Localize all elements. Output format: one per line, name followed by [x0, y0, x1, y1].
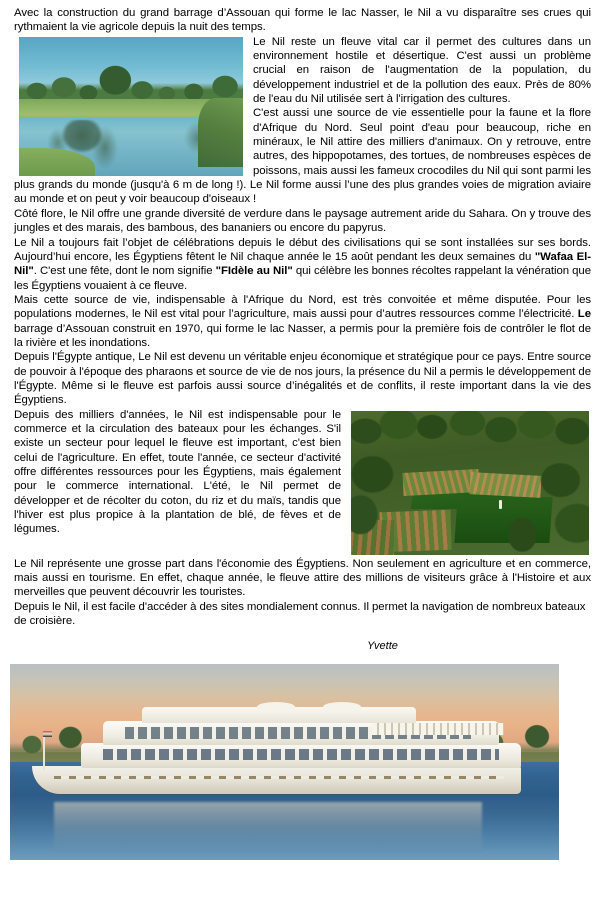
paragraph-intro: Avec la construction du grand barrage d’Assouan qui forme le lac Nasser, le Nil a vu disparaître ses crues qui rythmaient la vie agricole depuis la nuit des temps. [14, 7, 591, 34]
paragraph-flora: Côté flore, le Nil offre une grande diversité de verdure dans le paysage autrement aride du Sahara. On y trouve des jungles et des marais, des bambous, des bananiers ou encore du papyrus. [14, 207, 591, 235]
paragraph-dam [14, 293, 591, 350]
fields-palm-canopy [351, 411, 589, 555]
canal-right-bank [198, 98, 243, 168]
boat-canopy-left [257, 702, 295, 712]
boat-canopy-right [323, 702, 361, 712]
celebrations-text-a: Le Nil a toujours fait l’objet de célébrations depuis le début des civilisations qui se sont installées sur ses bords. Aujourd’hui encore, les Égyptiens fêtent le Nil chaque année le 15 août pendant les deux semaines du [14, 236, 591, 263]
paragraph-vital-river: Le Nil reste un fleuve vital car il permet des cultures dans un environnement hostile et désertique. C'est aussi un problème crucial en raison de l'augmentation de la population, du développement industriel et de la pollution des eaux. Près de 80% de l'eau du Nil utilisée sert à l'irrigation des cultures. [253, 35, 591, 106]
photo-nile-cruise-boat-icon [10, 664, 559, 860]
paragraph-economy: Le Nil représente une grosse part dans l'économie des Égyptiens. Non seulement en agriculture et en commerce, mais aussi en tourisme. En effet, chaque année, le fleuve attire des millions de visiteurs grâce à l'Histoire et aux merveilles que peuvent découvrir les touristes. [14, 557, 591, 599]
dam-bold-le: Le [577, 308, 591, 321]
boat-stern-awning [372, 723, 504, 735]
paragraph-agriculture: Depuis des milliers d'années, le Nil est indispensable pour le commerce et la circulation des bateaux pour les échanges. S'il existe un secteur pour lequel le fleuve est important, c'est bien celui de l'agriculture. En effet, toute l'année, ce secteur d'activité offre différentes ressources pour les Égyptiens, mais également pour le commerce international. L'été, le Nil permet de développer et de récolter du coton, du riz et du maïs, tandis que l'hiver est plus propice à la plantation de blé, de fèves et de légumes. [14, 408, 341, 536]
paragraph-celebrations [14, 236, 591, 293]
paragraph-ancient-egypt: Depuis l'Égypte antique, Le Nil est devenu un véritable enjeu économique et stratégique pour ce pays. Entre source de pouvoir à l'époque des pharaons et source de vie de nos jours, la présence du Nil a permis le développement de l'Égypte. Même si le fleuve est parfois aussi source d’inégalités et de conflits, il reste important dans la vie des Égyptiens. [14, 351, 591, 407]
paragraph-fauna: C'est aussi une source de vie essentielle pour la faune et la flore d'Afrique du Nord. Seul point d'eau pour beaucoup, riche en minéraux, le Nil attire des milliers d'animaux. On y retrouve, entre autres, des hippopotames, des tortues, de nombreuses espèces de poissons, mais aussi les fameux crocodiles du Nil qui sont parmi les plus grands du monde (jusqu'à 6 m de long !). Le Nil forme aussi l’une des plus grandes voies de migration aviaire au monde et on peut y voir beaucoup d'oiseaux ! [14, 107, 591, 206]
fields-farmer-figure [499, 500, 502, 509]
boat-hull-portholes [54, 776, 504, 779]
celebrations-text-b: . C'est une fête, dont le nom signifie [33, 265, 216, 278]
boat-flag-icon [43, 731, 52, 737]
celebrations-bold-fidele: "FIdèle au Nil" [215, 265, 293, 278]
dam-text-a: Mais cette source de vie, indispensable à l'Afrique du Nord, est très convoitée et même disputée. Pour les populations modernes, le Nil est vital pour l’agriculture, mais aussi pour d’autres ressources comme l’électricité. [14, 293, 591, 321]
boat-water-reflection [54, 802, 482, 853]
paragraph-cruises: Depuis le Nil, il est facile d'accéder à des sites mondialement connus. Il permet la navigation de nombreux bateaux de croisière. [14, 600, 586, 627]
boat-hull [32, 766, 521, 793]
boat-lower-deck-windows [103, 749, 498, 761]
celebrations-bold-wafaa: "Wafaa El-Nil" [14, 250, 591, 278]
photo-nile-canal-icon [19, 37, 243, 176]
celebrations-text-c: qui célèbre les bonnes récoltes rappelant la vénération que les Égyptiens vouaient à ce fleuve. [14, 265, 591, 292]
author-signature: Yvette [367, 640, 398, 653]
photo-palm-grove-fields-icon [351, 411, 589, 555]
dam-text-b: barrage d’Assouan construit en 1970, qui forme le lac Nasser, a permis pour la première fois de contrôler le flot de la rivière et les inondations. [14, 322, 591, 349]
